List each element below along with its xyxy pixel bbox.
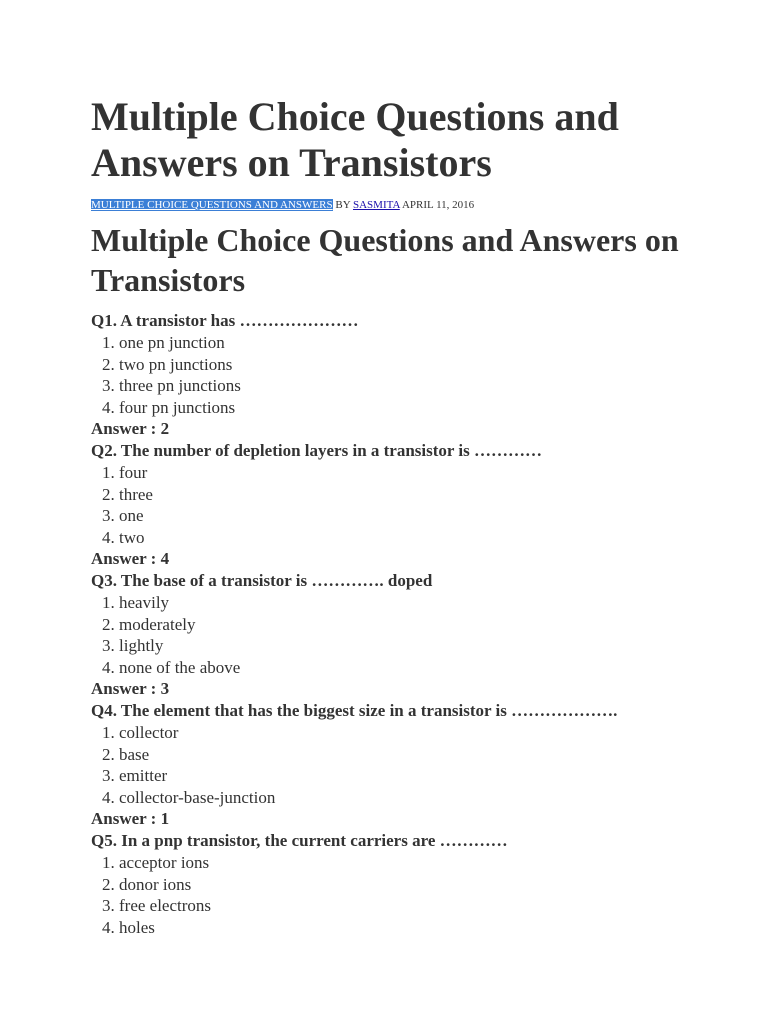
option-item: 4. holes <box>119 917 728 939</box>
by-label: BY <box>335 199 351 211</box>
question-text: Q2. The number of depletion layers in a transistor is ………… <box>91 441 542 460</box>
option-item: 3. lightly <box>119 635 728 657</box>
question-block <box>91 440 728 570</box>
question-block <box>91 310 728 440</box>
option-item: 1. heavily <box>119 592 728 614</box>
option-item: 1. acceptor ions <box>119 852 728 874</box>
author-link[interactable]: SASMITA <box>352 199 400 211</box>
options-list <box>91 462 728 548</box>
category-link[interactable]: MULTIPLE CHOICE QUESTIONS AND ANSWERS <box>91 199 333 211</box>
question-text: Q1. A transistor has ………………… <box>91 311 359 330</box>
option-item: 2. three <box>119 484 728 506</box>
option-item: 3. emitter <box>119 765 728 787</box>
post-title: Multiple Choice Questions and Answers on Transistors <box>91 94 619 185</box>
question-text: Q5. In a pnp transistor, the current carriers are ………… <box>91 831 508 850</box>
option-item: 4. collector-base-junction <box>119 787 728 809</box>
question-block <box>91 570 728 700</box>
option-item: 2. donor ions <box>119 874 728 896</box>
post-date: APRIL 11, 2016 <box>401 199 475 211</box>
option-item: 4. none of the above <box>119 657 728 679</box>
option-item: 3. three pn junctions <box>119 375 728 397</box>
option-item: 2. moderately <box>119 614 728 636</box>
option-item: 1. collector <box>119 722 728 744</box>
question-block <box>91 700 728 830</box>
answer-text: Answer : 1 <box>91 809 170 828</box>
options-list <box>91 332 728 418</box>
option-item: 4. four pn junctions <box>119 397 728 419</box>
option-item: 4. two <box>119 527 728 549</box>
question-text: Q3. The base of a transistor is …………. doped <box>91 571 433 590</box>
option-item: 1. four <box>119 462 728 484</box>
answer-text: Answer : 4 <box>91 549 170 568</box>
question-block <box>91 830 728 938</box>
option-item: 3. free electrons <box>119 895 728 917</box>
option-item: 2. base <box>119 744 728 766</box>
question-text: Q4. The element that has the biggest size in a transistor is ………………. <box>91 701 618 720</box>
post-meta <box>91 198 728 212</box>
option-item: 2. two pn junctions <box>119 354 728 376</box>
options-list <box>91 592 728 678</box>
answer-text: Answer : 3 <box>91 679 170 698</box>
option-item: 1. one pn junction <box>119 332 728 354</box>
answer-text: Answer : 2 <box>91 419 170 438</box>
content-title: Multiple Choice Questions and Answers on Transistors <box>91 222 679 298</box>
options-list <box>91 722 728 808</box>
options-list <box>91 852 728 938</box>
option-item: 3. one <box>119 505 728 527</box>
